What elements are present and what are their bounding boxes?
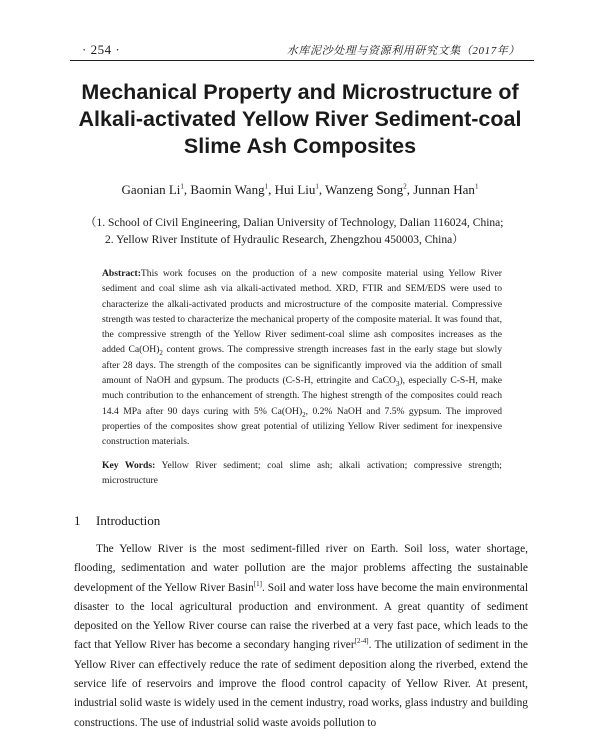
- citation: [2-4]: [354, 637, 369, 646]
- body-text: . Soil and water loss have become the main environmental disaster to the local agricultural production and environment. A great quantity of sediment deposited on the Yellow River course can raise the riverbed at a very fast pace, which leads to the fact that Yellow River has become a secondary hanging river: [74, 581, 528, 652]
- running-journal-title: 水库泥沙处理与资源利用研究文集（2017年）: [286, 45, 520, 57]
- body-text: The Yellow River is the most sediment-filled river on Earth. Soil loss, water shortage, flooding, sedimentation and water pollution are the major problems affecting the sustainable development of the Yellow River Basin: [74, 543, 528, 594]
- subscript: 2: [302, 410, 306, 419]
- header-rule: [70, 60, 534, 61]
- affiliation-line: 2. Yellow River Institute of Hydraulic Research, Zhengzhou 450003, China）: [105, 234, 464, 246]
- keywords-label: Key Words:: [102, 460, 156, 471]
- keywords-text: Yellow River sediment; coal slime ash; alkali activation; compressive strength; microstructure: [102, 460, 502, 487]
- introduction-paragraph: [74, 540, 528, 733]
- author-affiliation-mark: 1: [315, 182, 319, 191]
- author-name: Baomin Wang: [190, 182, 265, 197]
- affiliations: [75, 215, 530, 249]
- subscript: 2: [159, 349, 163, 358]
- paper-title: [60, 79, 540, 160]
- title-line: Mechanical Property and Microstructure of: [81, 80, 519, 104]
- section-heading: [74, 513, 160, 529]
- abstract-text: ), especially C-S-H, make much contribution to the enhancement of strength. The highest strength of the composites could reach 14.4 MPa after 90 days curing with 5% Ca(OH): [102, 375, 503, 417]
- author-list: Gaonian Li$^1$, Baomin Wang$^1$, Hui Liu$^1$, Wanzeng Song$^2$, Junnan Han$^1$: [121, 182, 479, 197]
- section-number: 1: [74, 513, 81, 528]
- title-line: Slime Ash Composites: [183, 134, 417, 158]
- abstract-text: , 0.2% NaOH and 7.5% gypsum. The improved properties of the composites show great potential of utilizing Yellow River sediment for inexpensive construction materials.: [102, 405, 503, 448]
- body-text: . The utilization of sediment in the Yellow River can effectively reduce the rate of sediment deposition along the riverbed, extend the service life of reservoirs and improve the flood control capacity of Yellow River. At present, industrial solid waste is widely used in the cement industry, road works, glass industry and building constructions. The use of industrial solid waste avoids pollution to: [74, 639, 528, 729]
- author-name: Junnan Han: [413, 182, 475, 197]
- keywords: [102, 458, 502, 489]
- author-name: Gaonian Li: [121, 182, 181, 197]
- author-name: Hui Liu: [274, 182, 316, 197]
- author-affiliation-mark: 1: [474, 182, 479, 191]
- author-affiliation-mark: 1: [264, 182, 269, 191]
- author-affiliation-mark: 2: [403, 182, 407, 191]
- affiliation-line: （1. School of Civil Engineering, Dalian University of Technology, Dalian 116024, China;: [85, 217, 504, 229]
- page-number: · 254 ·: [82, 42, 121, 57]
- abstract-text: This work focuses on the production of a new composite material using Yellow River sediment and coal slime ash via alkali-activated method. XRD, FTIR and SEM/EDS were used to characterize the alkali-activated products and microstructure of the composite material. Compressive strength was tested to characterize the mechanical property of the composite material. It was found that, the compressive strength of the Yellow River sediment-coal slime ash composites increases as the added Ca(OH): [102, 268, 502, 356]
- page-header: [70, 42, 530, 58]
- author-affiliation-mark: 1: [180, 182, 184, 191]
- author-name: Wanzeng Song: [325, 182, 404, 197]
- citation: [1]: [253, 579, 263, 588]
- abstract: [102, 266, 502, 450]
- subscript: 3: [395, 379, 400, 388]
- abstract-label: Abstract:: [102, 268, 141, 279]
- section-title: Introduction: [96, 513, 161, 528]
- title-line: Alkali-activated Yellow River Sediment-coal: [78, 107, 522, 131]
- abstract-text: content grows. The compressive strength increases fast in the early stage but slowly after 28 days. The strength of the composites can be significantly improved via the addition of small amount of NaOH and gypsum. The products (C-S-H, ettringite and CaCO: [102, 344, 502, 387]
